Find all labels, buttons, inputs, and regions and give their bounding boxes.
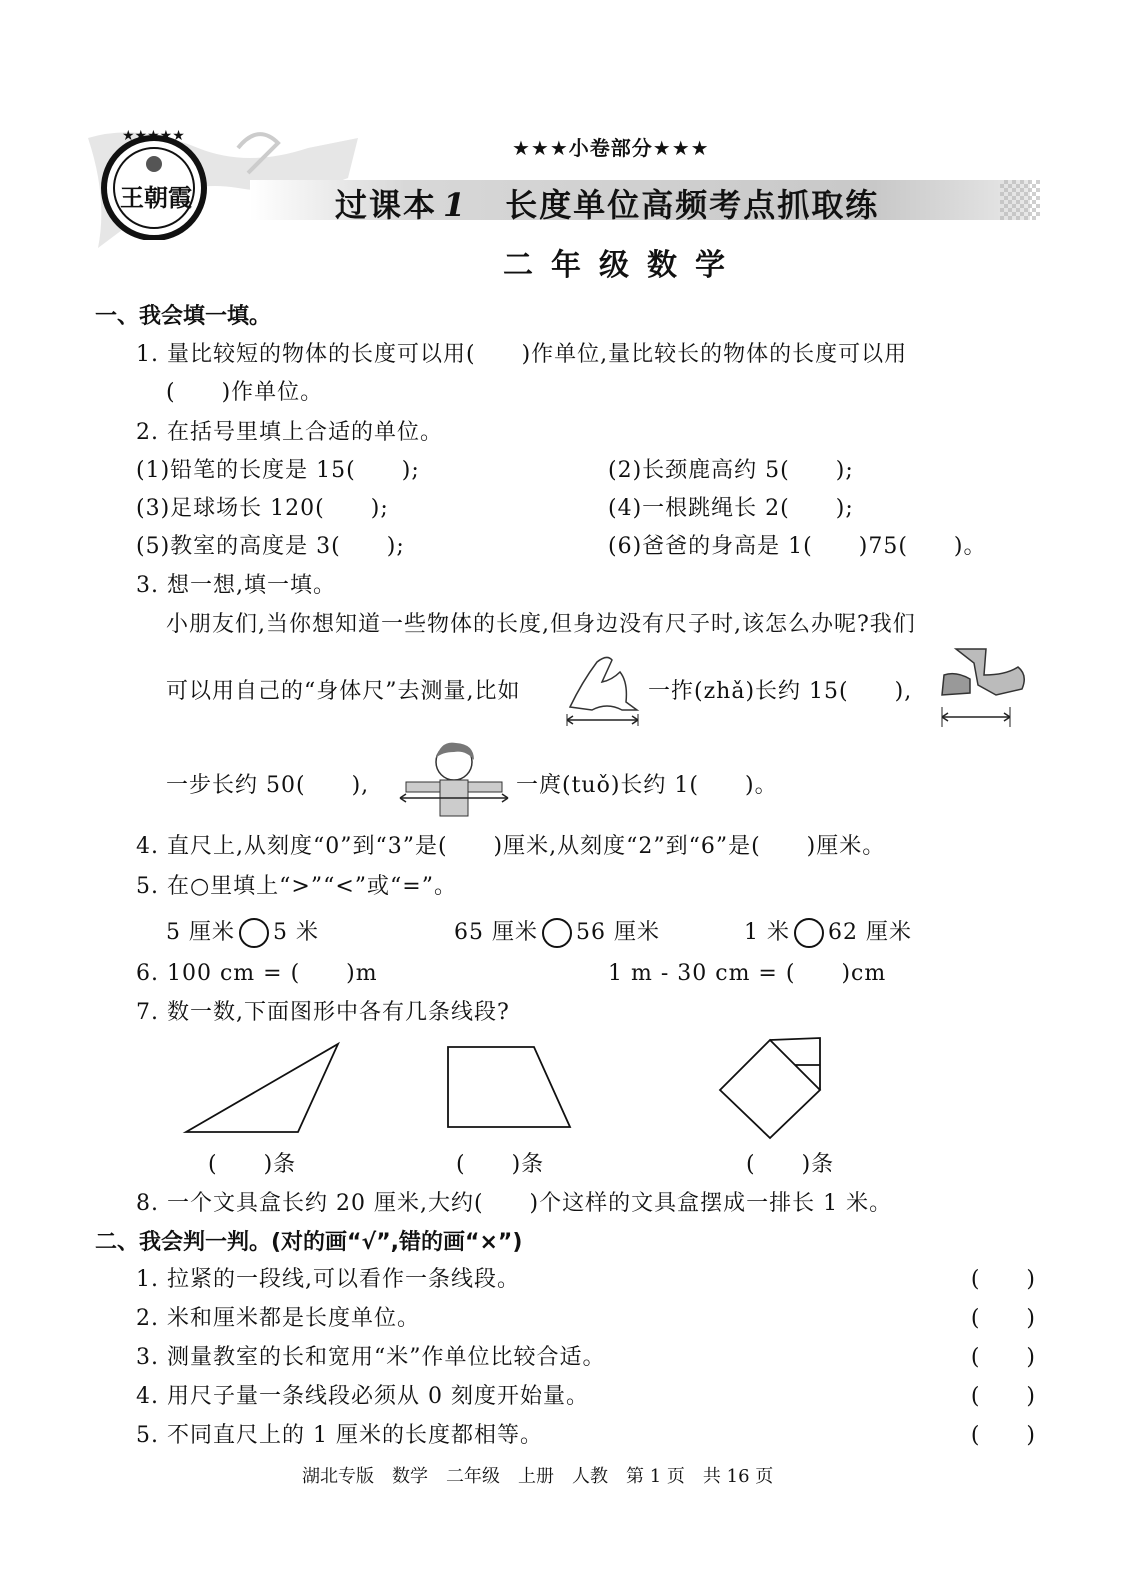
q7-answer-2: ( )条 [456,1152,545,1177]
small-tag: ★★★小卷部分★★★ [512,136,710,160]
section2-heading: 二、我会判一判。(对的画“√”,错的画“×”) [95,1230,523,1255]
arm-span-illustration [396,740,514,820]
page-footer: 湖北专版 数学 二年级 上册 人教 第 1 页 共 16 页 [302,1466,774,1487]
q2-item-6: (6)爸爸的身高是 1( )75( )。 [608,534,987,559]
judge-item-5-paren[interactable]: ( ) [970,1423,1036,1448]
title-prefix: 过课本 [335,186,438,224]
q8: 8. 一个文具盒长约 20 厘米,大约( )个这样的文具盒摆成一排长 1 米。 [136,1191,893,1216]
q3: 3. 想一想,填一填。 [136,573,336,598]
judge-item-3-text: 3. 测量教室的长和宽用“米”作单位比较合适。 [136,1345,606,1370]
q3-line3a: 一步长约 50( ), [166,773,370,798]
q5-item-3 [744,918,912,948]
compare-circle-3[interactable] [794,918,824,948]
q5-item-2 [454,918,660,948]
q1-line1: 1. 量比较短的物体的长度可以用( )作单位,量比较长的物体的长度可以用 [136,342,908,367]
q5-item-2-left: 65 厘米 [454,920,538,945]
hand-span-illustration [562,652,644,728]
publisher-logo [98,128,210,240]
q3-line3b: 一庹(tuǒ)长约 1( )。 [516,773,778,798]
judge-item-1-text: 1. 拉紧的一段线,可以看作一条线段。 [136,1267,520,1292]
q7-answer-1: ( )条 [208,1152,297,1177]
trapezoid-figure [444,1044,574,1130]
house-figure [716,1034,826,1142]
q6a: 6. 100 cm = ( )m [136,961,378,986]
judge-item-2 [136,1304,1036,1334]
title-number: 1 [443,186,468,224]
q5: 5. 在○里填上“>”“<”或“=”。 [136,874,457,899]
q5-item-3-left: 1 米 [744,920,790,945]
step-illustration [936,645,1028,731]
q3-line2a: 可以用自己的“身体尺”去测量,比如 [166,679,521,704]
q6b: 1 m - 30 cm = ( )cm [608,961,887,986]
judge-item-4 [136,1382,1036,1412]
q2-item-1: (1)铅笔的长度是 15( ); [136,458,420,483]
q2-item-2: (2)长颈鹿高约 5( ); [608,458,854,483]
page-subtitle: 二年级数学 [503,248,743,283]
compare-circle-2[interactable] [542,918,572,948]
title-rest: 长度单位高频考点抓取练 [505,186,880,224]
section1-heading: 一、我会填一填。 [95,304,272,329]
q5-item-1-right: 5 米 [273,920,319,945]
judge-item-5-text: 5. 不同直尺上的 1 厘米的长度都相等。 [136,1423,543,1448]
judge-item-2-text: 2. 米和厘米都是长度单位。 [136,1306,420,1331]
compare-circle-1[interactable] [239,918,269,948]
judge-item-5 [136,1421,1036,1451]
q3-line2b: 一拃(zhǎ)长约 15( ), [648,679,913,704]
judge-item-3 [136,1343,1036,1373]
triangle-figure [180,1040,346,1136]
q1-line2: ( )作单位。 [166,380,324,405]
svg-text:★★★★★: ★★★★★ [122,128,185,144]
q2-item-3: (3)足球场长 120( ); [136,496,389,521]
q5-item-2-right: 56 厘米 [576,920,660,945]
judge-item-4-paren[interactable]: ( ) [970,1384,1036,1409]
q5-item-1 [166,918,319,948]
title-bar-pattern [1000,180,1040,220]
q2: 2. 在括号里填上合适的单位。 [136,420,443,445]
page-title [335,180,879,226]
q2-item-4: (4)一根跳绳长 2( ); [608,496,854,521]
q7-answer-3: ( )条 [746,1152,835,1177]
judge-item-1 [136,1265,1036,1295]
judge-item-3-paren[interactable]: ( ) [970,1345,1036,1370]
judge-item-2-paren[interactable]: ( ) [970,1306,1036,1331]
q7: 7. 数一数,下面图形中各有几条线段? [136,1000,510,1025]
q5-item-3-right: 62 厘米 [828,920,912,945]
judge-item-4-text: 4. 用尺子量一条线段必须从 0 刻度开始量。 [136,1384,589,1409]
logo-text: 王朝霞 [120,183,192,212]
q2-item-5: (5)教室的高度是 3( ); [136,534,405,559]
judge-item-1-paren[interactable]: ( ) [970,1267,1036,1292]
q5-item-1-left: 5 厘米 [166,920,235,945]
q4: 4. 直尺上,从刻度“0”到“3”是( )厘米,从刻度“2”到“6”是( )厘米。 [136,834,886,859]
q3-line1: 小朋友们,当你想知道一些物体的长度,但身边没有尺子时,该怎么办呢?我们 [166,612,916,637]
